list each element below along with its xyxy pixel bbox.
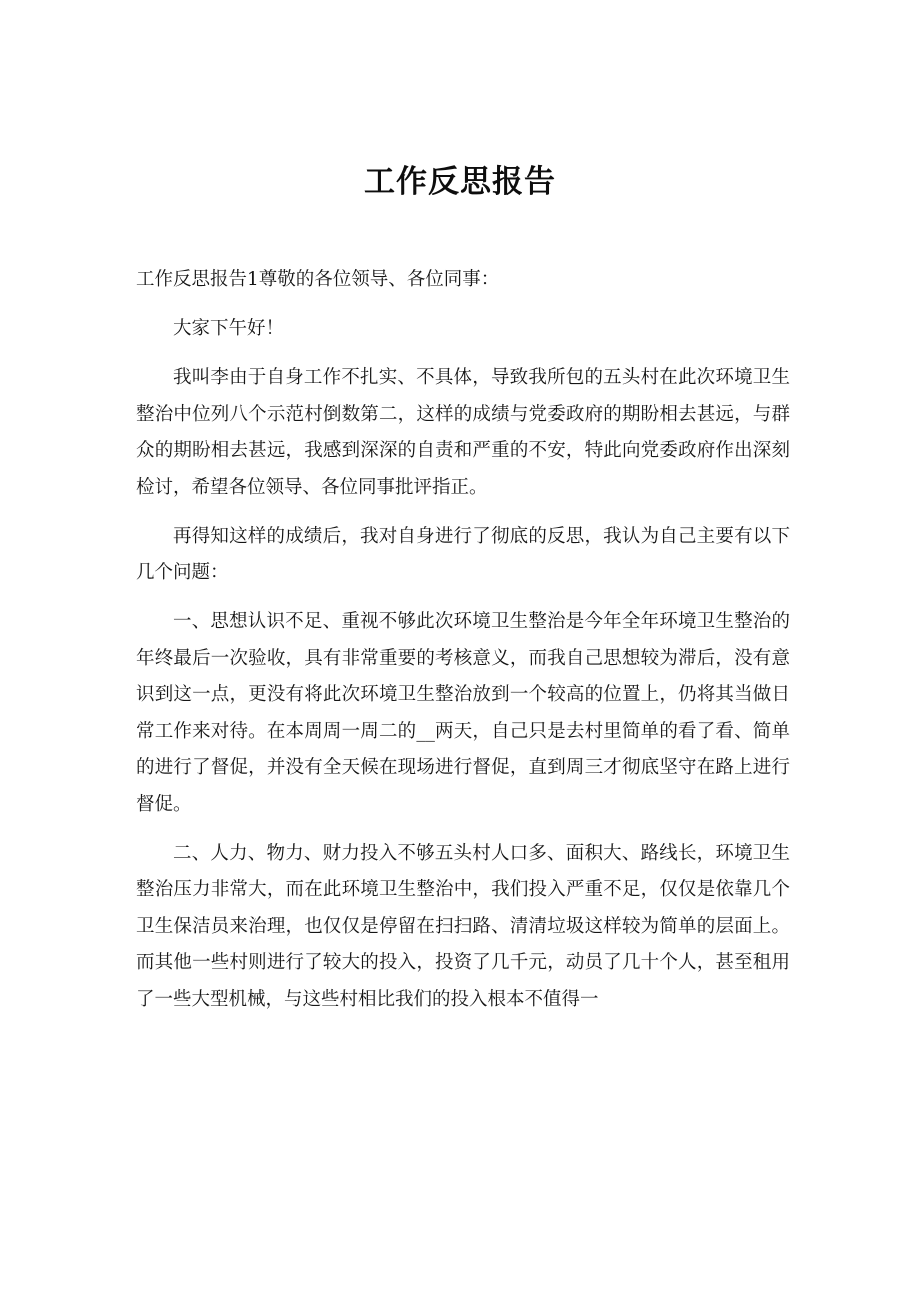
document-body — [136, 262, 790, 1031]
paragraph-problem-one: 一、思想认识不足、重视不够此次环境卫生整治是今年全年环境卫生整治的年终最后一次验收，具有非常重要的考核意义，而我自己思想较为滞后，没有意识到这一点，更没有将此次环境卫生整治放到一个较高的位置上，仍将其当做日常工作来对待。在本周周一周二的__两天，自己只是去村里简单的看了看、简单的进行了督促，并没有全天候在现场进行督促，直到周三才彻底坚守在路上进行督促。 — [136, 611, 790, 815]
document-title: 工作反思报告 — [364, 164, 556, 200]
paragraph-greeting: 工作反思报告1尊敬的各位领导、各位同事： — [136, 269, 500, 290]
paragraph-salutation: 大家下午好！ — [173, 318, 285, 339]
paragraph-problem-two: 二、人力、物力、财力投入不够五头村人口多、面积大、路线长，环境卫生整治压力非常大，而在此环境卫生整治中，我们投入严重不足，仅仅是依靠几个卫生保洁员来治理，也仅仅是停留在扫扫路、清清垃圾这样较为简单的层面上。而其他一些村则进行了较大的投入，投资了几千元，动员了几十个人，甚至租用了一些大型机械，与这些村相比我们的投入根本不值得一 — [136, 842, 790, 1010]
paragraph-reflection-lead: 再得知这样的成绩后，我对自身进行了彻底的反思，我认为自己主要有以下几个问题： — [136, 525, 790, 583]
paragraph-introduction: 我叫李由于自身工作不扎实、不具体，导致我所包的五头村在此次环境卫生整治中位列八个示范村倒数第二，这样的成绩与党委政府的期盼相去甚远，与群众的期盼相去甚远，我感到深深的自责和严重的不安，特此向党委政府作出深刻检讨，希望各位领导、各位同事批评指正。 — [136, 367, 790, 498]
